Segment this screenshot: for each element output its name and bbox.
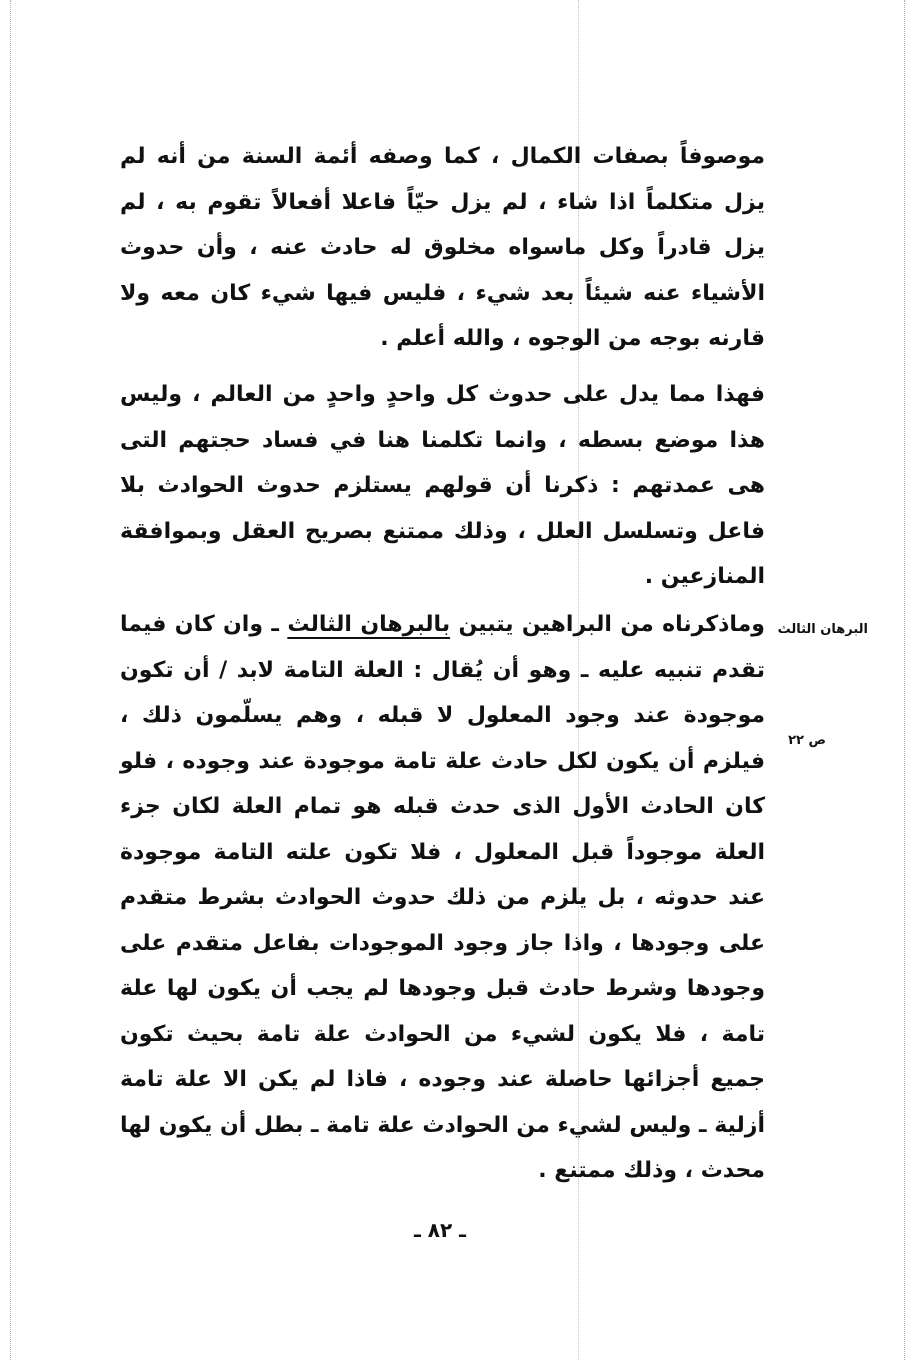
paragraph-2: فهذا مما يدل على حدوث كل واحدٍ واحدٍ من العالم ، وليس هذا موضع بسطه ، وانما تكلمنا هنا في فساد حجتهم التى هى عمدتهم : ذكرنا أن قولهم يستلزم حدوث الحوادث بلا فاعل وتسلسل العلل ، وذلك ممتنع بصريح العقل وبموافقة المنازعين .	[120, 382, 765, 589]
paragraph-3	[120, 602, 765, 1194]
margin-note-third-proof: البرهان الثالث	[777, 622, 868, 637]
page-number: ـ ٨٢ ـ	[413, 1218, 467, 1242]
page-edge-right	[904, 0, 905, 1360]
page-edge-left	[10, 0, 11, 1360]
paragraph-3-lead: وماذكرناه من البراهين يتبين	[450, 612, 765, 637]
margin-note-page-reference: ص ٢٢	[788, 733, 826, 748]
paragraph-1: موصوفاً بصفات الكمال ، كما وصفه أئمة السنة من أنه لم يزل متكلماً اذا شاء ، لم يزل حيّاً فاعلا أفعالاً تقوم به ، لم يزل قادراً وكل ماسواه مخلوق له حادث عنه ، وأن حدوث الأشياء عنه شيئاً بعد شيء ، فليس فيها شيء كان معه ولا قارنه بوجه من الوجوه ، والله أعلم .	[120, 144, 765, 351]
paragraph-3-body: ـ وان كان فيما تقدم تنبيه عليه ـ وهو أن يُقال : العلة التامة لابد / أن تكون موجودة عند وجود المعلول لا قبله ، وهم يسلّمون ذلك ، فيلزم أن يكون لكل حادث علة تامة موجودة عند وجوده ، فلو كان الحادث الأول الذى حدث قبله هو تمام العلة لكان جزء العلة موجوداً قبل المعلول ، فلا تكون علته التامة موجودة عند حدوثه ، بل يلزم من ذلك حدوث الحوادث بشرط متقدم على وجودها ، واذا جاز وجود الموجودات بفاعل متقدم على وجودها وشرط حادث قبل وجودها لم يجب أن يكون لها علة تامة ، فلا يكون لشيء من الحوادث علة تامة بحيث تكون جميع أجزائها حاصلة عند وجوده ، فاذا لم يكن الا علة تامة أزلية ـ وليس لشيء من الحوادث علة تامة ـ بطل أن يكون لها محدث ، وذلك ممتنع .	[120, 612, 765, 1183]
third-proof-heading: بالبرهان الثالث	[287, 612, 451, 637]
